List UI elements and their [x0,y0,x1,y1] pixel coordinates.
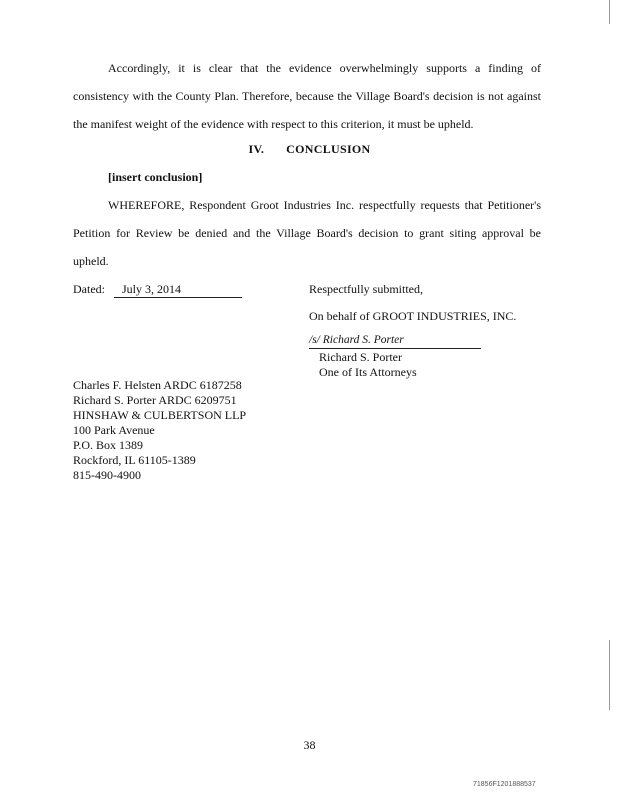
firm-name: HINSHAW & CULBERTSON LLP [73,408,247,422]
attorney-line: Richard S. Porter ARDC 6209751 [73,393,237,407]
dated-value: July 3, 2014 [114,282,242,298]
dated-line [73,282,242,298]
signer-name: Richard S. Porter [319,350,402,364]
dated-label: Dated: [73,282,105,296]
insert-conclusion-placeholder: [insert conclusion] [108,170,203,184]
address-line: Rockford, IL 61105-1389 [73,453,196,467]
section-heading [0,142,619,157]
section-title: CONCLUSION [286,142,371,156]
phone-number: 815-490-4900 [73,468,141,482]
attorney-line: Charles F. Helsten ARDC 6187258 [73,378,242,392]
address-line: P.O. Box 1389 [73,438,144,452]
address-line: 100 Park Avenue [73,423,155,437]
paragraph-wherefore: WHEREFORE, Respondent Groot Industries Inc. respectfully requests that Petitioner's Petition for Review be denied and the Village Board's decision to grant siting approval be upheld. [73,198,541,268]
signer-role: One of Its Attorneys [319,365,417,379]
closing: Respectfully submitted, [309,282,423,296]
page-number: 38 [303,738,316,752]
margin-mark [609,0,610,24]
attorney-block [73,378,246,483]
document-id: 71856F1201888537 [473,781,536,788]
on-behalf-of: On behalf of GROOT INDUSTRIES, INC. [309,309,517,323]
paragraph-accordingly: Accordingly, it is clear that the evidence overwhelmingly supports a finding of consistency with the County Plan. Therefore, because the Village Board's decision is not against the manifest weight of the evidence with respect to this criterion, it must be upheld. [73,61,541,131]
section-number: IV. [248,142,265,156]
signature-line: /s/ Richard S. Porter [309,334,481,349]
margin-mark [609,640,610,710]
